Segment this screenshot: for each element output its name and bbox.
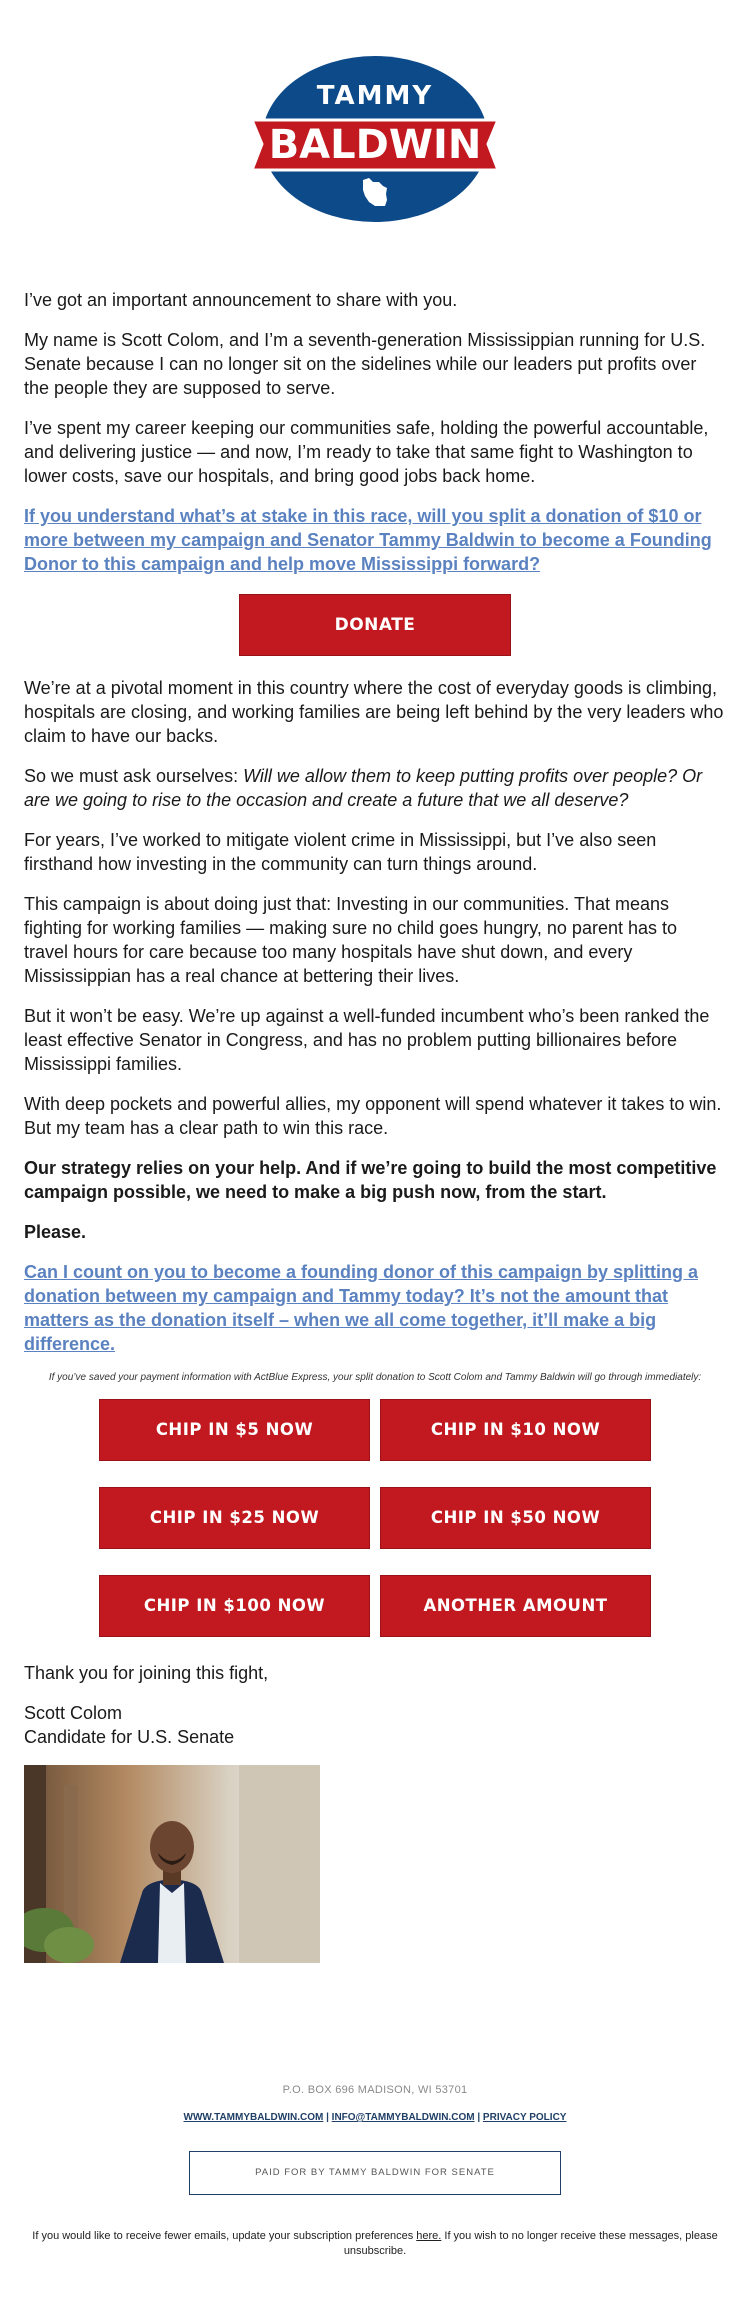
link-separator: | — [474, 2112, 483, 2123]
donate-button[interactable]: DONATE — [239, 594, 511, 656]
logo-line-1: TAMMY — [316, 81, 434, 111]
paragraph-incumbent: But it won’t be easy. We’re up against a well-funded incumbent who’s been ranked the least effective Senator in Congress, and has no problem putting billionaires before Mississippi families. — [24, 1006, 710, 1074]
chip-in-25-button[interactable]: CHIP IN $25 NOW — [99, 1487, 370, 1549]
campaign-logo — [0, 54, 750, 224]
unsub-text-post: If you wish to no longer receive these messages, please unsubscribe. — [343, 2230, 718, 2257]
logo-line-2: BALDWIN — [268, 122, 482, 168]
chip-in-50-button[interactable]: CHIP IN $50 NOW — [380, 1487, 651, 1549]
ask-paragraph-2 — [24, 1260, 726, 1356]
paragraph-career: I’ve spent my career keeping our communities safe, holding the powerful accountable, and delivering justice — and now, I’m ready to take that same fight to Washington to lower costs, save our hospitals, and bring good jobs back home. — [24, 418, 709, 486]
chip-in-5-button[interactable]: CHIP IN $5 NOW — [99, 1399, 370, 1461]
signoff-thanks: Thank you for joining this fight, — [24, 1663, 269, 1683]
unsub-text-pre: If you would like to receive fewer emails, update your subscription preferences — [32, 2230, 417, 2242]
paid-for-disclaimer: PAID FOR BY TAMMY BALDWIN FOR SENATE — [189, 2151, 561, 2195]
tammy-baldwin-logo — [250, 54, 500, 224]
email-link[interactable]: INFO@TAMMYBALDWIN.COM — [331, 2112, 475, 2123]
privacy-policy-link[interactable]: PRIVACY POLICY — [482, 2112, 567, 2123]
footer-links — [0, 2112, 750, 2123]
subscription-preferences-link[interactable]: here. — [416, 2230, 442, 2242]
paragraph-deep-pockets: With deep pockets and powerful allies, my opponent will spend whatever it takes to win. But my team has a clear path to win this race. — [24, 1094, 722, 1138]
paragraph-investing: This campaign is about doing just that: Investing in our communities. That means fighting for working families — making sure no child goes hungry, no parent has to travel hours for care because too many hospitals have shut down, and every Mississippian has a real chance at bettering their lives. — [24, 894, 678, 986]
unsubscribe-notice — [0, 2229, 750, 2259]
founding-donor-link[interactable]: If you understand what’s at stake in this race, will you split a donation of $10 or more between my campaign and Senator Tammy Baldwin to become a Founding Donor to this campaign and help move Mississippi forward? — [24, 506, 712, 574]
chip-in-button-grid — [99, 1399, 651, 1637]
signoff — [24, 1661, 726, 1749]
website-link[interactable]: WWW.TAMMYBALDWIN.COM — [183, 2112, 324, 2123]
founding-donor-link-2[interactable]: Can I count on you to become a founding donor of this campaign by splitting a donation between my campaign and Tammy today? It’s not the amount that matters as the donation itself – when we all come together, it’ll make a big difference. — [24, 1262, 698, 1354]
paragraph-question — [24, 764, 726, 812]
paragraph-pivotal-moment: We’re at a pivotal moment in this country where the cost of everyday goods is climbing, hospitals are closing, and working families are being left behind by the very leaders who claim to have our backs. — [24, 678, 724, 746]
paragraph-violent-crime: For years, I’ve worked to mitigate violent crime in Mississippi, but I’ve also seen firsthand how investing in the community can turn things around. — [24, 830, 657, 874]
donate-row — [24, 594, 726, 656]
chip-in-100-button[interactable]: CHIP IN $100 NOW — [99, 1575, 370, 1637]
paragraph-introduction: My name is Scott Colom, and I’m a seventh-generation Mississippian running for U.S. Senate because I can no longer sit on the sidelines while our leaders put profits over the people they are supposed to serve. — [24, 330, 706, 398]
email-body — [24, 288, 726, 1963]
question-italic: Will we allow them to keep putting profits over people? Or are we going to rise to the occasion and create a future that we all deserve? — [24, 766, 703, 810]
paragraph-strategy: Our strategy relies on your help. And if we’re going to build the most competitive campaign possible, we need to make a big push now, from the start. — [24, 1158, 717, 1202]
signoff-title: Candidate for U.S. Senate — [24, 1727, 235, 1747]
question-lead: So we must ask ourselves: — [24, 766, 244, 786]
paragraph-please: Please. — [24, 1222, 87, 1242]
chip-in-10-button[interactable]: CHIP IN $10 NOW — [380, 1399, 651, 1461]
link-separator: | — [323, 2112, 332, 2123]
paragraph-intro: I’ve got an important announcement to share with you. — [24, 290, 458, 310]
mailing-address: P.O. BOX 696 MADISON, WI 53701 — [282, 2084, 468, 2096]
candidate-photo — [24, 1765, 320, 1963]
signoff-name: Scott Colom — [24, 1703, 123, 1723]
email-footer — [0, 2084, 750, 2259]
another-amount-button[interactable]: ANOTHER AMOUNT — [380, 1575, 651, 1637]
ask-paragraph-1 — [24, 504, 726, 576]
actblue-express-notice: If you’ve saved your payment information with ActBlue Express, your split donation to Scott Colom and Tammy Baldwin will go through immediately: — [48, 1372, 702, 1383]
